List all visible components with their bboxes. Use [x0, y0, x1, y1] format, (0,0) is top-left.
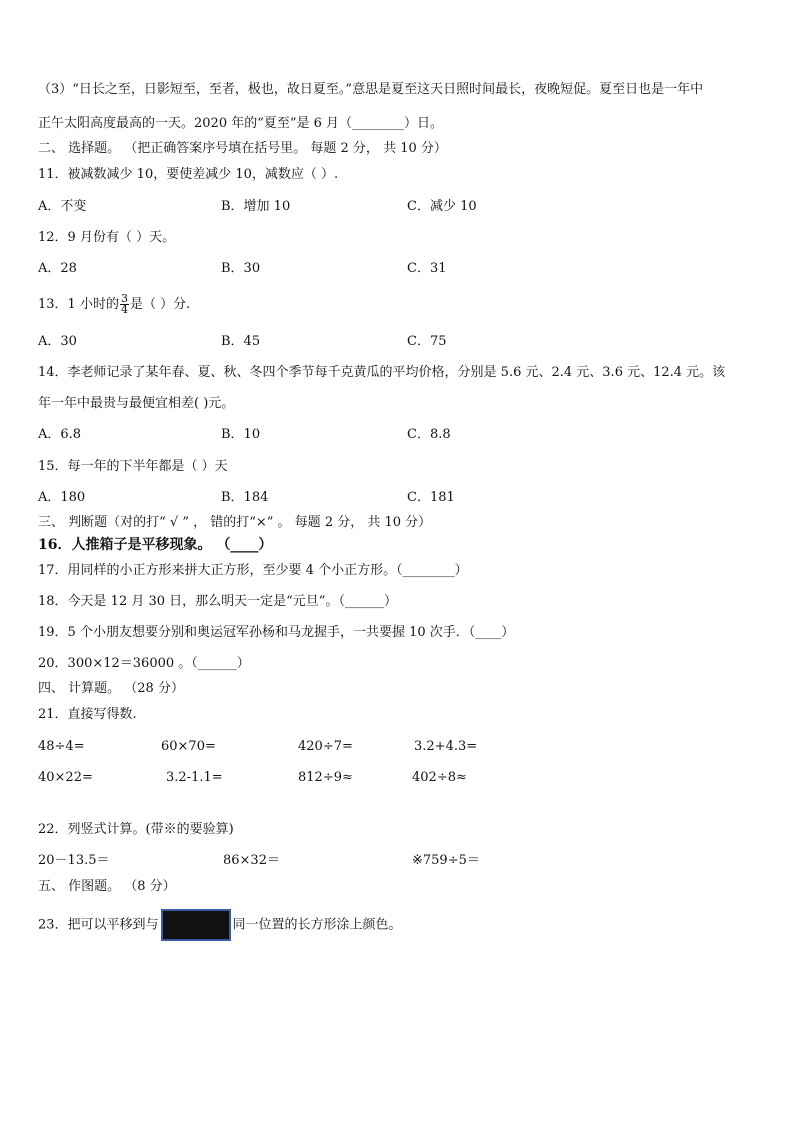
q21-r2-c2: 3.2-1.1= [166, 770, 223, 785]
q17-text: 17．用同样的小正方形来拼大正方形，至少要 4 个小正方形。（________） [38, 563, 468, 578]
q21-text: 21．直接写得数. [38, 707, 137, 722]
q11-option-a: A．不变 [38, 199, 87, 214]
section2-heading: 二、 选择题。 （把正确答案序号填在括号里。 每题 2 分， 共 10 分） [38, 141, 447, 156]
q16-text: 16．人推箱子是平移现象。 （____） [38, 537, 273, 553]
q23-prefix: 23．把可以平移到与 [38, 917, 159, 933]
q13-text [38, 294, 190, 315]
q3-line2: 正午太阳高度最高的一天。2020 年的“夏至”是 6 月（________）日。 [38, 116, 444, 131]
q13-fraction [120, 294, 129, 315]
q21-r2-c4: 402÷8≈ [412, 770, 467, 785]
q22-text: 22．列竖式计算。(带※的要验算) [38, 822, 234, 837]
q23-text [38, 909, 402, 941]
q14-option-c: C．8.8 [407, 427, 451, 442]
q15-option-a: A．180 [38, 490, 86, 505]
q11-option-c: C．减少 10 [407, 199, 477, 214]
q20-text: 20．300×12＝36000 。（______） [38, 656, 250, 671]
q11-text: 11．被减数减少 10，要使差减少 10，减数应（ ）. [38, 167, 339, 182]
q14-option-a: A．6.8 [38, 427, 82, 442]
q13-prefix: 13．1 小时的 [38, 297, 119, 312]
q13-option-c: C．75 [407, 334, 447, 349]
q13-option-b: B．45 [221, 334, 261, 349]
q22-item-1: 20－13.5＝ [38, 853, 110, 868]
q21-r2-c3: 812÷9≈ [298, 770, 353, 785]
q14-line1: 14．李老师记录了某年春、夏、秋、冬四个季节每千克黄瓜的平均价格，分别是 5.6 元、2.4 元、3.6 元、12.4 元。该 [38, 365, 726, 380]
q13-suffix: 是（ ）分. [129, 297, 191, 312]
section5-heading: 五、 作图题。 （8 分） [38, 879, 176, 894]
q21-r1-c1: 48÷4= [38, 739, 85, 754]
q3-line1: （3）“日长之至，日影短至，至者，极也，故日夏至。”意思是夏至这天日照时间最长，夜晚短促。夏至日也是一年中 [38, 82, 704, 97]
q22-item-3: ※759÷5＝ [412, 853, 480, 868]
q21-r2-c1: 40×22= [38, 770, 93, 785]
q21-r1-c4: 3.2+4.3= [414, 739, 478, 754]
q19-text: 19．5 个小朋友想要分别和奥运冠军孙杨和马龙握手，一共要握 10 次手．（____） [38, 625, 515, 640]
q12-text: 12．9 月份有（ ）天。 [38, 230, 176, 245]
fraction-denominator: 4 [120, 303, 128, 316]
q14-line2: 年一年中最贵与最便宜相差( )元。 [38, 396, 235, 411]
q14-option-b: B．10 [221, 427, 261, 442]
q13-option-a: A．30 [38, 334, 77, 349]
q15-option-c: C．181 [407, 490, 455, 505]
q18-text: 18．今天是 12 月 30 日，那么明天一定是“元旦”。（______） [38, 594, 397, 609]
q21-r1-c2: 60×70= [161, 739, 216, 754]
q12-option-b: B．30 [221, 261, 261, 276]
section4-heading: 四、 计算题。 （28 分） [38, 681, 184, 696]
q22-item-2: 86×32＝ [223, 853, 280, 868]
q11-option-b: B．增加 10 [221, 199, 291, 214]
q15-option-b: B．184 [221, 490, 269, 505]
q12-option-c: C．31 [407, 261, 447, 276]
q21-r1-c3: 420÷7= [298, 739, 353, 754]
section3-heading: 三、 判断题（对的打“ √ ” ， 错的打“×” 。 每题 2 分， 共 10 分） [38, 515, 432, 530]
fraction-numerator: 3 [120, 292, 128, 305]
q23-suffix: 同一位置的长方形涂上颜色。 [232, 917, 402, 933]
q15-text: 15．每一年的下半年都是（ ）天 [38, 459, 228, 474]
q12-option-a: A．28 [38, 261, 77, 276]
reference-rectangle [161, 909, 231, 941]
